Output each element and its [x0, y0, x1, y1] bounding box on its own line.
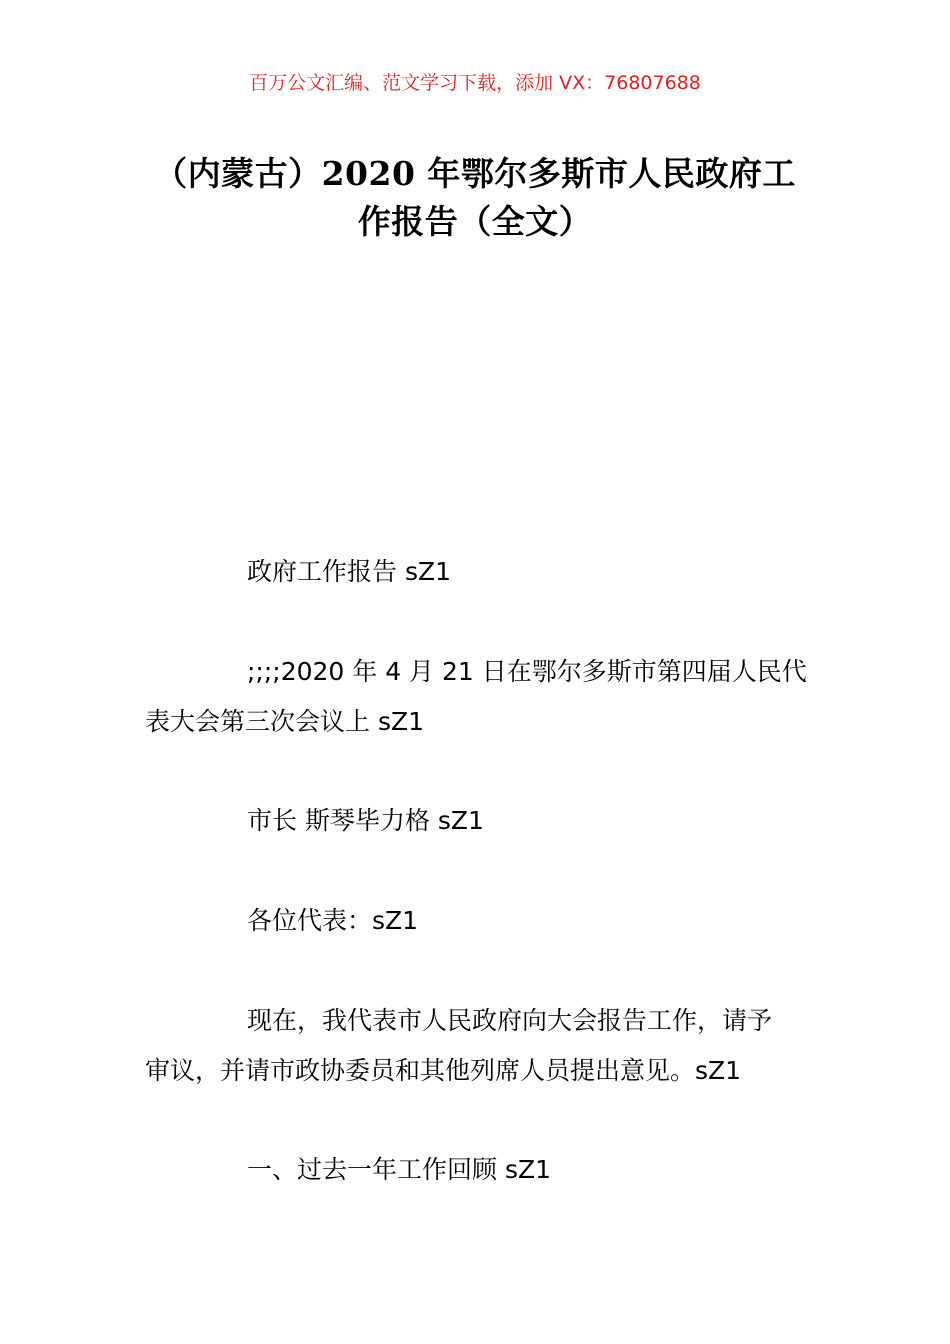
- paragraph-line: 市长 斯琴毕力格 sZ1: [247, 806, 484, 835]
- paragraph-meeting-date: [145, 647, 810, 747]
- paragraph-line: ;;;;2020 年 4 月 21 日在鄂尔多斯市第四届人民代: [247, 657, 807, 686]
- title-line-2: 作报告（全文）: [357, 202, 593, 241]
- paragraph-opening: [145, 996, 810, 1096]
- document-title: [140, 150, 810, 246]
- paragraph-line: 审议，并请市政协委员和其他列席人员提出意见。sZ1: [145, 1056, 742, 1085]
- header-note: 百万公文汇编、范文学习下载，添加 VX：76807688: [249, 72, 701, 94]
- paragraph-section-heading: [145, 1145, 810, 1195]
- paragraph-line: 一、过去一年工作回顾 sZ1: [247, 1155, 552, 1184]
- paragraph-speaker: [145, 796, 810, 846]
- paragraph-line: 各位代表：sZ1: [247, 906, 419, 935]
- title-line-1: （内蒙古）2020 年鄂尔多斯市人民政府工: [154, 154, 796, 193]
- paragraph-report-heading: [145, 547, 810, 597]
- paragraph-line: 表大会第三次会议上 sZ1: [145, 707, 425, 736]
- paragraph-salutation: [145, 896, 810, 946]
- paragraph-line: 政府工作报告 sZ1: [247, 557, 452, 586]
- paragraph-line: 现在，我代表市人民政府向大会报告工作，请予: [247, 1006, 773, 1035]
